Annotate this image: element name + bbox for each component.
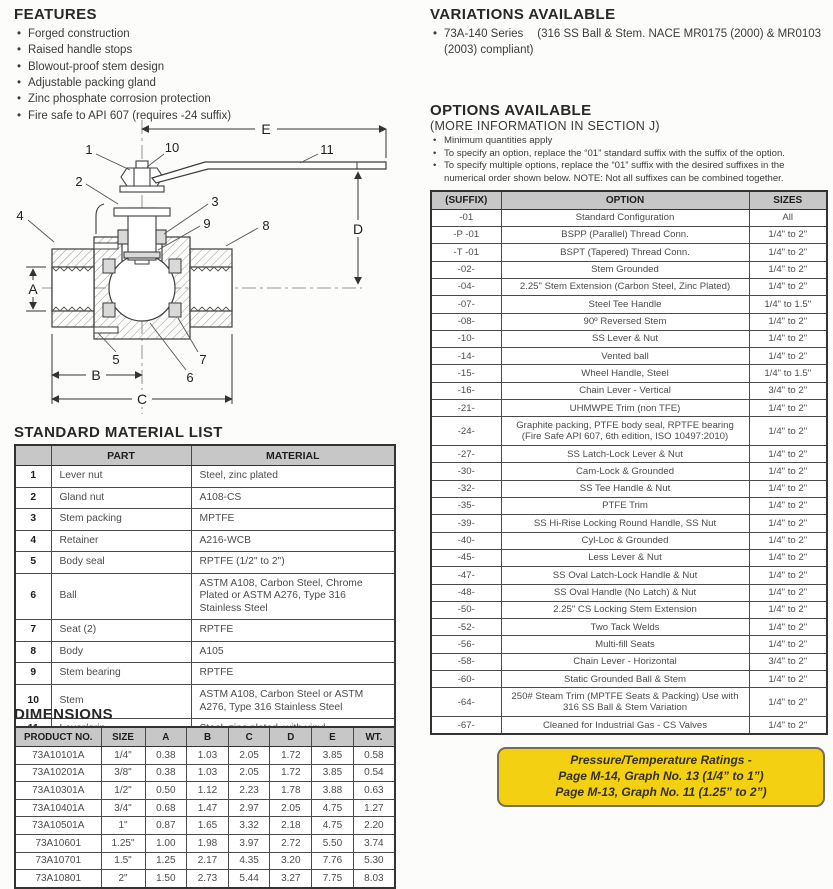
sizes-cell: 1/4" to 2" bbox=[749, 717, 827, 735]
feature-item: • Zinc phosphate corrosion protection bbox=[14, 91, 414, 107]
option-cell: Stem Grounded bbox=[501, 261, 749, 278]
material-cell: RPTFE bbox=[191, 663, 395, 685]
feature-item: • Blowout-proof stem design bbox=[14, 59, 414, 75]
feature-item: • Adjustable packing gland bbox=[14, 75, 414, 91]
sizes-cell: 1/4" to 2" bbox=[749, 244, 827, 261]
callout-4: 4 bbox=[16, 208, 24, 223]
table-row bbox=[431, 209, 827, 226]
dimensions-table-header-row bbox=[15, 727, 395, 747]
option-cell: BSPP (Parallel) Thread Conn. bbox=[501, 226, 749, 243]
suffix-cell: -02- bbox=[431, 261, 501, 278]
cell: 0.50 bbox=[145, 782, 187, 800]
table-row bbox=[431, 417, 827, 446]
table-row bbox=[431, 463, 827, 480]
variation-series: 73A-140 Series bbox=[444, 28, 524, 40]
part-cell: Ball bbox=[51, 573, 191, 620]
table-row bbox=[15, 764, 395, 782]
material-list-title: STANDARD MATERIAL LIST bbox=[14, 424, 223, 441]
suffix-cell: -47- bbox=[431, 567, 501, 584]
table-row bbox=[431, 278, 827, 295]
table-row bbox=[431, 296, 827, 313]
cell: 1.72 bbox=[270, 747, 312, 765]
option-cell: SS Oval Latch-Lock Handle & Nut bbox=[501, 567, 749, 584]
cell: 3.85 bbox=[312, 747, 354, 765]
suffix-cell: -01 bbox=[431, 209, 501, 226]
table-row bbox=[431, 688, 827, 717]
sizes-cell: 3/4" to 2" bbox=[749, 653, 827, 670]
cell: 73A10301A bbox=[15, 782, 101, 800]
options-note: • To specify an option, replace the “01” standard suffix with the suffix of the option. bbox=[430, 148, 828, 161]
options-section bbox=[430, 102, 828, 735]
options-col-option: OPTION bbox=[501, 191, 749, 210]
cell: 3/4" bbox=[101, 799, 145, 817]
sizes-cell: 3/4" to 2" bbox=[749, 382, 827, 399]
table-row bbox=[431, 584, 827, 601]
option-cell: Cyl-Loc & Grounded bbox=[501, 532, 749, 549]
cell: 3.97 bbox=[228, 834, 270, 852]
cell: 8.03 bbox=[353, 870, 395, 888]
dim-col-d: D bbox=[270, 727, 312, 747]
callout-10: 10 bbox=[164, 140, 180, 155]
sizes-cell: 1/4" to 2" bbox=[749, 348, 827, 365]
cell: 1.27 bbox=[353, 799, 395, 817]
sizes-cell: 1/4" to 2" bbox=[749, 549, 827, 566]
suffix-cell: -39- bbox=[431, 515, 501, 532]
material-table bbox=[14, 444, 396, 742]
no-cell: 3 bbox=[15, 509, 51, 531]
options-col-sizes: SIZES bbox=[749, 191, 827, 210]
part-cell: Stem packing bbox=[51, 509, 191, 531]
sizes-cell: 1/4" to 2" bbox=[749, 532, 827, 549]
sizes-cell: 1/4" to 2" bbox=[749, 601, 827, 618]
no-cell: 9 bbox=[15, 663, 51, 685]
callout-11: 11 bbox=[320, 142, 334, 157]
table-row bbox=[431, 330, 827, 347]
dim-col-product: PRODUCT NO. bbox=[15, 727, 101, 747]
table-row bbox=[431, 653, 827, 670]
table-row bbox=[431, 717, 827, 735]
table-row bbox=[15, 466, 395, 488]
suffix-cell: -60- bbox=[431, 671, 501, 688]
sizes-cell: 1/4" to 2" bbox=[749, 671, 827, 688]
handle-lever bbox=[152, 162, 386, 183]
cell: 1.98 bbox=[187, 834, 229, 852]
material-cell: A108-CS bbox=[191, 487, 395, 509]
options-table-header-row bbox=[431, 191, 827, 210]
sizes-cell: 1/4" to 2" bbox=[749, 480, 827, 497]
option-cell: 2.25" CS Locking Stem Extension bbox=[501, 601, 749, 618]
option-cell: SS Oval Handle (No Latch) & Nut bbox=[501, 584, 749, 601]
suffix-cell: -56- bbox=[431, 636, 501, 653]
cell: 1.25 bbox=[145, 852, 187, 870]
table-row bbox=[431, 446, 827, 463]
cell: 73A10601 bbox=[15, 834, 101, 852]
option-cell: SS Tee Handle & Nut bbox=[501, 480, 749, 497]
table-row bbox=[431, 226, 827, 243]
dim-label-A: A bbox=[28, 281, 38, 297]
dim-col-c: C bbox=[228, 727, 270, 747]
cell: 1.50 bbox=[145, 870, 187, 888]
cell: 3.32 bbox=[228, 817, 270, 835]
sizes-cell: 1/4" to 2" bbox=[749, 226, 827, 243]
suffix-cell: -35- bbox=[431, 497, 501, 514]
option-cell: Standard Configuration bbox=[501, 209, 749, 226]
callout-3: 3 bbox=[211, 194, 219, 209]
option-cell: PTFE Trim bbox=[501, 497, 749, 514]
variations-title: VARIATIONS AVAILABLE bbox=[430, 6, 616, 23]
material-cell: ASTM A108, Carbon Steel or ASTM A276, Type 316 Stainless Steel bbox=[191, 685, 395, 719]
table-row bbox=[15, 834, 395, 852]
cell: 4.35 bbox=[228, 852, 270, 870]
suffix-cell: -52- bbox=[431, 619, 501, 636]
cell: 7.76 bbox=[312, 852, 354, 870]
dim-col-e: E bbox=[312, 727, 354, 747]
options-col-suffix: (SUFFIX) bbox=[431, 191, 501, 210]
features-section bbox=[14, 6, 414, 124]
options-subtitle: (MORE INFORMATION IN SECTION J) bbox=[430, 119, 660, 133]
table-row bbox=[431, 532, 827, 549]
part-cell: Seat (2) bbox=[51, 620, 191, 642]
table-row bbox=[15, 641, 395, 663]
cell: 73A10501A bbox=[15, 817, 101, 835]
suffix-cell: -40- bbox=[431, 532, 501, 549]
suffix-cell: -T -01 bbox=[431, 244, 501, 261]
cell: 0.63 bbox=[353, 782, 395, 800]
cell: 1" bbox=[101, 817, 145, 835]
dimensions-section bbox=[14, 706, 396, 889]
part-cell: Gland nut bbox=[51, 487, 191, 509]
option-cell: BSPT (Tapered) Thread Conn. bbox=[501, 244, 749, 261]
option-cell: Wheel Handle, Steel bbox=[501, 365, 749, 382]
cell: 73A10701 bbox=[15, 852, 101, 870]
sizes-cell: 1/4" to 2" bbox=[749, 313, 827, 330]
table-row bbox=[15, 817, 395, 835]
material-list-section bbox=[14, 424, 396, 742]
cell: 2.20 bbox=[353, 817, 395, 835]
cell: 2.97 bbox=[228, 799, 270, 817]
cell: 1.03 bbox=[187, 764, 229, 782]
no-cell: 10 bbox=[15, 685, 51, 719]
cell: 2" bbox=[101, 870, 145, 888]
options-note: • Minimum quantities apply bbox=[430, 135, 828, 148]
table-row bbox=[431, 636, 827, 653]
option-cell: Graphite packing, PTFE body seal, RPTFE bearing (Fire Safe API 607, 6th edition, ISO 10497:2010) bbox=[501, 417, 749, 446]
material-col-part: PART bbox=[51, 445, 191, 466]
cell: 73A10401A bbox=[15, 799, 101, 817]
no-cell: 1 bbox=[15, 466, 51, 488]
table-row bbox=[15, 573, 395, 620]
cell: 2.17 bbox=[187, 852, 229, 870]
suffix-cell: -21- bbox=[431, 400, 501, 417]
cell: 3.27 bbox=[270, 870, 312, 888]
cell: 3/8" bbox=[101, 764, 145, 782]
suffix-cell: -P -01 bbox=[431, 226, 501, 243]
sizes-cell: 1/4" to 2" bbox=[749, 619, 827, 636]
sizes-cell: 1/4" to 2" bbox=[749, 400, 827, 417]
table-row bbox=[15, 552, 395, 574]
ball bbox=[109, 255, 175, 321]
cell: 2.05 bbox=[270, 799, 312, 817]
no-cell: 6 bbox=[15, 573, 51, 620]
sizes-cell: 1/4" to 2" bbox=[749, 417, 827, 446]
option-cell: Vented ball bbox=[501, 348, 749, 365]
dim-label-E: E bbox=[261, 121, 271, 137]
suffix-cell: -04- bbox=[431, 278, 501, 295]
dim-label-D: D bbox=[352, 221, 364, 237]
sizes-cell: 1/4" to 2" bbox=[749, 584, 827, 601]
material-table-header-row bbox=[15, 445, 395, 466]
table-row bbox=[431, 671, 827, 688]
table-row bbox=[431, 549, 827, 566]
suffix-cell: -32- bbox=[431, 480, 501, 497]
cell: 1/2" bbox=[101, 782, 145, 800]
suffix-cell: -24- bbox=[431, 417, 501, 446]
sizes-cell: 1/4" to 2" bbox=[749, 497, 827, 514]
sizes-cell: 1/4" to 2" bbox=[749, 278, 827, 295]
table-row bbox=[15, 530, 395, 552]
callout-8: 8 bbox=[262, 218, 270, 233]
dim-label-C: C bbox=[136, 391, 148, 407]
option-cell: Static Grounded Ball & Stem bbox=[501, 671, 749, 688]
table-row bbox=[15, 799, 395, 817]
table-row bbox=[15, 782, 395, 800]
suffix-cell: -16- bbox=[431, 382, 501, 399]
dimensions-title: DIMENSIONS bbox=[14, 706, 114, 723]
table-row bbox=[15, 663, 395, 685]
no-cell: 2 bbox=[15, 487, 51, 509]
cell: 1.78 bbox=[270, 782, 312, 800]
option-cell: 2.25" Stem Extension (Carbon Steel, Zinc Plated) bbox=[501, 278, 749, 295]
cell: 2.23 bbox=[228, 782, 270, 800]
feature-item: • Forged construction bbox=[14, 26, 414, 42]
cell: 0.54 bbox=[353, 764, 395, 782]
option-cell: Two Tack Welds bbox=[501, 619, 749, 636]
callout-5: 5 bbox=[112, 352, 120, 367]
table-row bbox=[431, 348, 827, 365]
options-table bbox=[430, 190, 828, 736]
part-cell: Stem bearing bbox=[51, 663, 191, 685]
cell: 1/4" bbox=[101, 747, 145, 765]
dim-col-wt: WT. bbox=[353, 727, 395, 747]
suffix-cell: -48- bbox=[431, 584, 501, 601]
dimensions-table bbox=[14, 726, 396, 889]
cell: 2.72 bbox=[270, 834, 312, 852]
part-cell: Stem bbox=[51, 685, 191, 719]
material-col-material: MATERIAL bbox=[191, 445, 395, 466]
sizes-cell: 1/4" to 2" bbox=[749, 636, 827, 653]
dim-col-a: A bbox=[145, 727, 187, 747]
pressure-temperature-ratings-box bbox=[497, 747, 825, 807]
sizes-cell: 1/4" to 2" bbox=[749, 688, 827, 717]
option-cell: Chain Lever - Vertical bbox=[501, 382, 749, 399]
suffix-cell: -58- bbox=[431, 653, 501, 670]
table-row bbox=[15, 620, 395, 642]
dim-label-B: B bbox=[91, 367, 101, 383]
dim-col-b: B bbox=[187, 727, 229, 747]
cell: 2.73 bbox=[187, 870, 229, 888]
option-cell: Chain Lever - Horizontal bbox=[501, 653, 749, 670]
features-title: FEATURES bbox=[14, 6, 97, 23]
option-cell: Cleaned for Industrial Gas - CS Valves bbox=[501, 717, 749, 735]
cell: 3.88 bbox=[312, 782, 354, 800]
suffix-cell: -14- bbox=[431, 348, 501, 365]
cell: 1.65 bbox=[187, 817, 229, 835]
cell: 2.05 bbox=[228, 764, 270, 782]
ratings-line-1: Pressure/Temperature Ratings - bbox=[570, 753, 752, 767]
table-row bbox=[431, 313, 827, 330]
cell: 5.30 bbox=[353, 852, 395, 870]
suffix-cell: -10- bbox=[431, 330, 501, 347]
sizes-cell: 1/4" to 2" bbox=[749, 330, 827, 347]
option-cell: SS Latch-Lock Lever & Nut bbox=[501, 446, 749, 463]
option-cell: Less Lever & Nut bbox=[501, 549, 749, 566]
cell: 0.58 bbox=[353, 747, 395, 765]
table-row bbox=[431, 515, 827, 532]
variations-section bbox=[430, 6, 828, 58]
sizes-cell: 1/4" to 1.5" bbox=[749, 296, 827, 313]
sizes-cell: 1/4" to 2" bbox=[749, 567, 827, 584]
option-cell: SS Lever & Nut bbox=[501, 330, 749, 347]
sizes-cell: 1/4" to 2" bbox=[749, 515, 827, 532]
suffix-cell: -50- bbox=[431, 601, 501, 618]
variation-detail: (316 SS Ball & Stem. NACE MR0175 (2000) & MR0103 (2003) compliant) bbox=[444, 28, 822, 57]
callout-7: 7 bbox=[199, 352, 207, 367]
cell: 2.18 bbox=[270, 817, 312, 835]
table-row bbox=[431, 497, 827, 514]
material-col-no bbox=[15, 445, 51, 466]
suffix-cell: -67- bbox=[431, 717, 501, 735]
cell: 73A10101A bbox=[15, 747, 101, 765]
table-row bbox=[15, 509, 395, 531]
table-row bbox=[15, 747, 395, 765]
cell: 4.75 bbox=[312, 817, 354, 835]
sizes-cell: 1/4" to 2" bbox=[749, 463, 827, 480]
valve-cross-section-drawing bbox=[0, 112, 420, 424]
suffix-cell: -08- bbox=[431, 313, 501, 330]
callout-9: 9 bbox=[203, 216, 211, 231]
cell: 3.20 bbox=[270, 852, 312, 870]
sizes-cell: 1/4" to 1.5" bbox=[749, 365, 827, 382]
material-cell: RPTFE bbox=[191, 620, 395, 642]
suffix-cell: -27- bbox=[431, 446, 501, 463]
table-row bbox=[431, 619, 827, 636]
material-cell: Steel, zinc plated bbox=[191, 466, 395, 488]
valve-diagram bbox=[0, 112, 420, 424]
table-row bbox=[15, 870, 395, 888]
cell: 1.12 bbox=[187, 782, 229, 800]
part-cell: Lever nut bbox=[51, 466, 191, 488]
part-cell: Retainer bbox=[51, 530, 191, 552]
callout-6: 6 bbox=[186, 370, 194, 385]
table-row bbox=[431, 261, 827, 278]
sizes-cell: All bbox=[749, 209, 827, 226]
table-row bbox=[15, 487, 395, 509]
option-cell: Steel Tee Handle bbox=[501, 296, 749, 313]
suffix-cell: -64- bbox=[431, 688, 501, 717]
option-cell: SS Hi-Rise Locking Round Handle, SS Nut bbox=[501, 515, 749, 532]
cell: 0.87 bbox=[145, 817, 187, 835]
table-row bbox=[431, 400, 827, 417]
ratings-line-3: Page M-13, Graph No. 11 (1.25” to 2”) bbox=[555, 784, 767, 799]
material-cell: MPTFE bbox=[191, 509, 395, 531]
cell: 1.03 bbox=[187, 747, 229, 765]
no-cell: 7 bbox=[15, 620, 51, 642]
cell: 0.38 bbox=[145, 764, 187, 782]
cell: 5.50 bbox=[312, 834, 354, 852]
cell: 0.68 bbox=[145, 799, 187, 817]
table-row bbox=[431, 480, 827, 497]
suffix-cell: -07- bbox=[431, 296, 501, 313]
cell: 73A10201A bbox=[15, 764, 101, 782]
material-cell: ASTM A108, Carbon Steel, Chrome Plated or ASTM A276, Type 316 Stainless Steel bbox=[191, 573, 395, 620]
cell: 3.74 bbox=[353, 834, 395, 852]
table-row bbox=[431, 365, 827, 382]
material-cell: RPTFE (1/2" to 2") bbox=[191, 552, 395, 574]
table-row bbox=[431, 567, 827, 584]
callout-2: 2 bbox=[75, 174, 83, 189]
sizes-cell: 1/4" to 2" bbox=[749, 446, 827, 463]
suffix-cell: -15- bbox=[431, 365, 501, 382]
part-cell: Body bbox=[51, 641, 191, 663]
options-title: OPTIONS AVAILABLE bbox=[430, 102, 592, 119]
table-row bbox=[431, 382, 827, 399]
material-cell: A105 bbox=[191, 641, 395, 663]
table-row bbox=[431, 244, 827, 261]
ratings-line-2: Page M-14, Graph No. 13 (1/4” to 1”) bbox=[558, 768, 764, 783]
material-cell: A216-WCB bbox=[191, 530, 395, 552]
option-cell: Cam-Lock & Grounded bbox=[501, 463, 749, 480]
option-cell: 90º Reversed Stem bbox=[501, 313, 749, 330]
sizes-cell: 1/4" to 2" bbox=[749, 261, 827, 278]
cell: 1.5" bbox=[101, 852, 145, 870]
cell: 1.72 bbox=[270, 764, 312, 782]
variation-item bbox=[430, 26, 822, 58]
options-note: • To specify multiple options, replace the “01” suffix with the desired suffixes in the numerical order shown below. NOTE: Not all suffixes can be combined together. bbox=[430, 160, 828, 185]
option-cell: Multi-fill Seats bbox=[501, 636, 749, 653]
no-cell: 8 bbox=[15, 641, 51, 663]
suffix-cell: -45- bbox=[431, 549, 501, 566]
cell: 3.85 bbox=[312, 764, 354, 782]
cell: 4.75 bbox=[312, 799, 354, 817]
cell: 5.44 bbox=[228, 870, 270, 888]
no-cell: 4 bbox=[15, 530, 51, 552]
option-cell: 250# Steam Trim (MPTFE Seats & Packing) Use with 316 SS Ball & Stem Variation bbox=[501, 688, 749, 717]
cell: 2.05 bbox=[228, 747, 270, 765]
callout-1: 1 bbox=[85, 142, 93, 157]
feature-item: • Raised handle stops bbox=[14, 42, 414, 58]
cell: 0.38 bbox=[145, 747, 187, 765]
cell: 73A10801 bbox=[15, 870, 101, 888]
cell: 1.25" bbox=[101, 834, 145, 852]
options-notes bbox=[430, 135, 828, 186]
cell: 1.47 bbox=[187, 799, 229, 817]
cell: 7.75 bbox=[312, 870, 354, 888]
cell: 1.00 bbox=[145, 834, 187, 852]
option-cell: UHMWPE Trim (non TFE) bbox=[501, 400, 749, 417]
dim-col-size: SIZE bbox=[101, 727, 145, 747]
no-cell: 5 bbox=[15, 552, 51, 574]
table-row bbox=[15, 852, 395, 870]
part-cell: Body seal bbox=[51, 552, 191, 574]
feature-item: • Fire safe to API 607 (requires -24 suffix) bbox=[14, 108, 414, 124]
table-row bbox=[431, 601, 827, 618]
suffix-cell: -30- bbox=[431, 463, 501, 480]
features-list bbox=[14, 26, 414, 124]
